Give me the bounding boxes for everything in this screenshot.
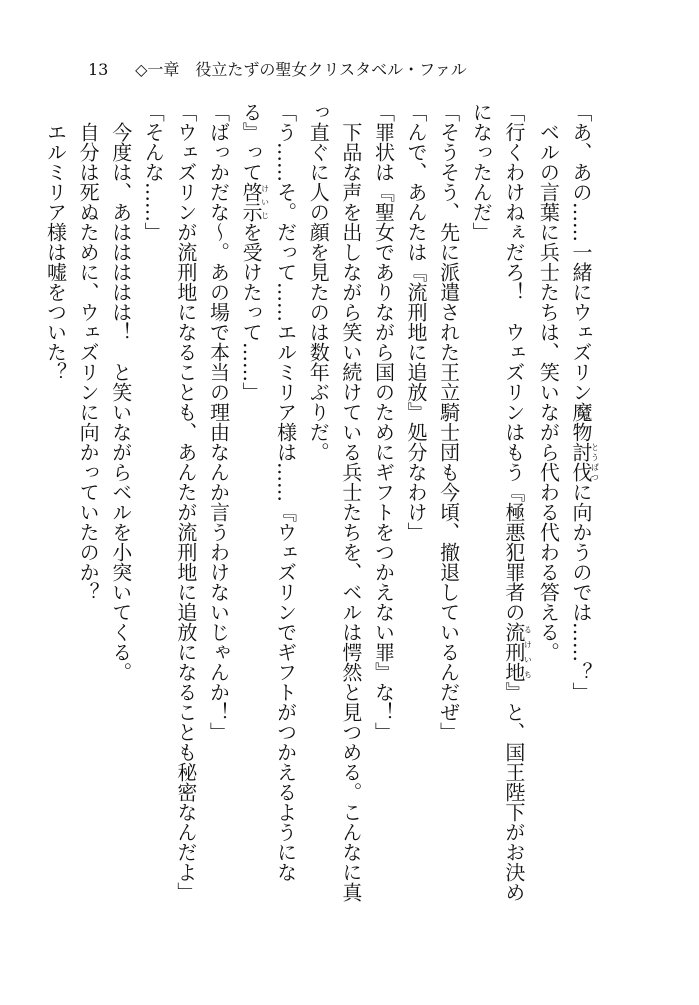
- furigana-word: 啓示けいじ: [239, 182, 270, 222]
- text-line-13: 「ウェズリンが流刑地になることも、あんたが流刑地に追放になることも秘密なんだよ」: [173, 102, 198, 902]
- page-number: 13: [88, 60, 109, 79]
- furigana-word: 討伐とうばつ: [569, 442, 600, 482]
- text-line-10: 「う……そ。だって……エルミリア様は……『ウェズリンでギフトがつかえるようにな: [273, 102, 298, 882]
- running-header: [88, 58, 648, 82]
- vertical-text-body: [39, 102, 599, 962]
- text-line-4: になったんだ」: [469, 102, 494, 242]
- chapter-title: ◇一章 役立たずの聖女クリスタベル・ファル: [135, 60, 467, 79]
- furigana-reading: とうばつ: [590, 442, 600, 482]
- furigana-reading: るけいち: [523, 622, 533, 682]
- text-segment: 「あ、あの……一緒にウェズリン魔物討伐とうばつに向かうのでは……？」: [569, 102, 600, 702]
- text-line-6: 「んで、あんたは『流刑地に追放』処分なわけ」: [404, 102, 429, 542]
- text-line-16: 自分は死ぬために、ウェズリンに向かっていたのか？: [76, 102, 101, 602]
- text-line-15: 今度は、あははははは！ と笑いながらベルを小突いてくる。: [108, 102, 133, 682]
- text-line-1: [564, 102, 599, 962]
- text-line-8: 下品な声を出しながら笑い続けている兵士たちを、ベルは愕然と見つめる。こんなに真: [338, 102, 363, 902]
- text-line-14: 「そんな……」: [141, 102, 166, 242]
- text-line-5: 「そうそう、先に派遣された王立騎士団も今頃、撤退しているんだぜ」: [436, 102, 461, 742]
- text-line-7: 「罪状は『聖女でありながら国のためにギフトをつかえない罪』な！」: [371, 102, 396, 742]
- furigana-reading: けいじ: [260, 182, 270, 222]
- text-line-3: 「行くわけねぇだろ！ ウェズリンはもう『極悪犯罪者の流刑地るけいち』と、国王陛下がお決め: [501, 102, 533, 902]
- text-line-12: 「ばっかだな〜。あの場で本当の理由なんか言うわけないじゃんか！」: [206, 102, 231, 742]
- text-line-2: ベルの言葉に兵士たちは、笑いながら代わる代わる答える。: [536, 102, 561, 662]
- text-line-17: エルミリア様は嘘をついた？: [43, 102, 68, 382]
- text-line-11: る』って啓示けいじを受けたって……」: [239, 102, 270, 402]
- text-line-9: っ直ぐに人の顔を見たのは数年ぶりだ。: [306, 102, 331, 462]
- furigana-word: 流刑地るけいち: [501, 622, 533, 682]
